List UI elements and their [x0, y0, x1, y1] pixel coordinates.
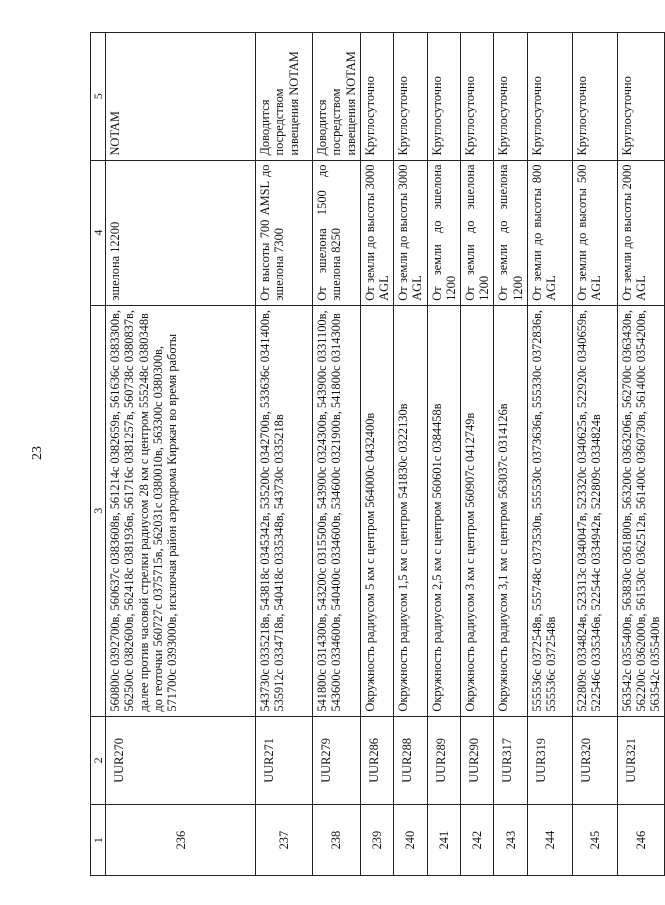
- zone-code: UUR320: [572, 716, 617, 805]
- zone-altitude: От земли до высоты 800 AGL: [527, 160, 572, 305]
- zone-altitude: От земли до эшелона 1200: [461, 160, 494, 305]
- column-header-2: 2: [91, 716, 106, 805]
- column-header-4: 4: [91, 160, 106, 305]
- zone-activity-time: Круглосуточно: [394, 33, 427, 161]
- zone-coordinates: Окружность радиусом 5 км с центром 564000с 0432400в: [360, 305, 393, 716]
- zone-coordinates: 555536с 0372548в, 555748с 0373530в, 555530с 0373636в, 555330с 0372836в, 555536с 0372548в: [527, 305, 572, 716]
- zone-activity-time: Доводится посредством извещения NOTAM: [256, 33, 313, 161]
- column-header-3: 3: [91, 305, 106, 716]
- zone-altitude: От земли до высоты 2000 AGL: [617, 160, 665, 305]
- table-row: [527, 33, 572, 876]
- row-number: 236: [106, 805, 256, 876]
- row-number: 239: [360, 805, 393, 876]
- zone-altitude: От земли до высоты 3000 AGL: [394, 160, 427, 305]
- row-number: 242: [461, 805, 494, 876]
- zone-altitude: эшелона 12200: [106, 160, 256, 305]
- zone-code: UUR290: [461, 716, 494, 805]
- table-row: [461, 33, 494, 876]
- zone-code: UUR286: [360, 716, 393, 805]
- table-row: [572, 33, 617, 876]
- row-number: 246: [617, 805, 665, 876]
- table-row: [256, 33, 313, 876]
- row-number: 237: [256, 805, 313, 876]
- table-row: [427, 33, 460, 876]
- column-header-5: 5: [91, 33, 106, 161]
- zone-coordinates: Окружность радиусом 3 км с центром 560907с 0412749в: [461, 305, 494, 716]
- zone-activity-time: NOTAM: [106, 33, 256, 161]
- zone-activity-time: Доводится посредством извещения NOTAM: [313, 33, 361, 161]
- row-number: 238: [313, 805, 361, 876]
- zone-activity-time: Круглосуточно: [572, 33, 617, 161]
- zone-coordinates: Окружность радиусом 2,5 км с центром 560601с 0384458в: [427, 305, 460, 716]
- zone-coordinates: Окружность радиусом 3,1 км с центром 563037с 0314126в: [494, 305, 527, 716]
- zone-code: UUR271: [256, 716, 313, 805]
- zone-code: UUR319: [527, 716, 572, 805]
- zone-activity-time: Круглосуточно: [494, 33, 527, 161]
- zone-activity-time: Круглосуточно: [360, 33, 393, 161]
- zone-code: UUR317: [494, 716, 527, 805]
- header-row: [91, 33, 106, 876]
- zone-altitude: От земли до высоты 3000 AGL: [360, 160, 393, 305]
- zone-code: UUR279: [313, 716, 361, 805]
- zone-altitude: От земли до эшелона 1200: [427, 160, 460, 305]
- zone-code: UUR288: [394, 716, 427, 805]
- table-row: [106, 33, 256, 876]
- zone-activity-time: Круглосуточно: [427, 33, 460, 161]
- zone-altitude: От высоты 700 AMSL до эшелона 7300: [256, 160, 313, 305]
- table-row: [494, 33, 527, 876]
- table-row: [394, 33, 427, 876]
- zone-code: UUR270: [106, 716, 256, 805]
- rotated-table-container: [90, 32, 663, 876]
- zone-altitude: От земли до эшелона 1200: [494, 160, 527, 305]
- zone-activity-time: Круглосуточно: [617, 33, 665, 161]
- zone-code: UUR289: [427, 716, 460, 805]
- zone-coordinates: Окружность радиусом 1,5 км с центром 541830с 0322130в: [394, 305, 427, 716]
- zone-activity-time: Круглосуточно: [461, 33, 494, 161]
- zone-altitude: От эшелона 1500 до эшелона 8250: [313, 160, 361, 305]
- row-number: 240: [394, 805, 427, 876]
- page-number: 23: [30, 446, 45, 460]
- table-row: [360, 33, 393, 876]
- row-number: 244: [527, 805, 572, 876]
- row-number: 245: [572, 805, 617, 876]
- zone-coordinates: 560800с 0392700в, 560637с 0383608в, 561214с 0382659в, 561636с 0383300в, 562500с 0382600в, 562418с 0381936в, 561716с 0381257в, 560738с 0380837в, далее против часовой стрелки радиусом 28 км с центром 555248с 0380348в до геоточки 560727с 0375715в, 562031с 0380010в, 563300с 0380300в, 571700с 0393000в, исключая район аэродрома Киржач во время работы: [106, 305, 256, 716]
- zone-code: UUR321: [617, 716, 665, 805]
- column-header-1: 1: [91, 805, 106, 876]
- zone-activity-time: Круглосуточно: [527, 33, 572, 161]
- restricted-zones-table: [90, 32, 665, 876]
- table-row: [617, 33, 665, 876]
- table-row: [313, 33, 361, 876]
- zone-coordinates: 522809с 0334824в, 523313с 0340047в, 523320с 0340625в, 522920с 0340659в, 522546с 0335346в, 522544с 0334942в, 522809с 0334824в: [572, 305, 617, 716]
- row-number: 241: [427, 805, 460, 876]
- row-number: 243: [494, 805, 527, 876]
- zone-coordinates: 541800с 0314300в, 543200с 0315500в, 543900с 0324300в, 543900с 0331100в, 543600с 0334600в, 540400с 0334600в, 534600с 0321900в, 541800с 0314300в: [313, 305, 361, 716]
- zone-coordinates: 563542с 0355400в, 563830с 0361800в, 563200с 0363206в, 562700с 0363430в, 562200с 0362000в, 561530с 0362512в, 561400с 0360730в, 561400с 0354200в, 563542с 0355400в: [617, 305, 665, 716]
- zone-altitude: От земли до высоты 500 AGL: [572, 160, 617, 305]
- zone-coordinates: 543730с 0335218в, 543818с 0345342в, 535200с 0342700в, 533636с 0341400в, 535912с 0334718в, 540418с 0335348в, 543730с 0335218в: [256, 305, 313, 716]
